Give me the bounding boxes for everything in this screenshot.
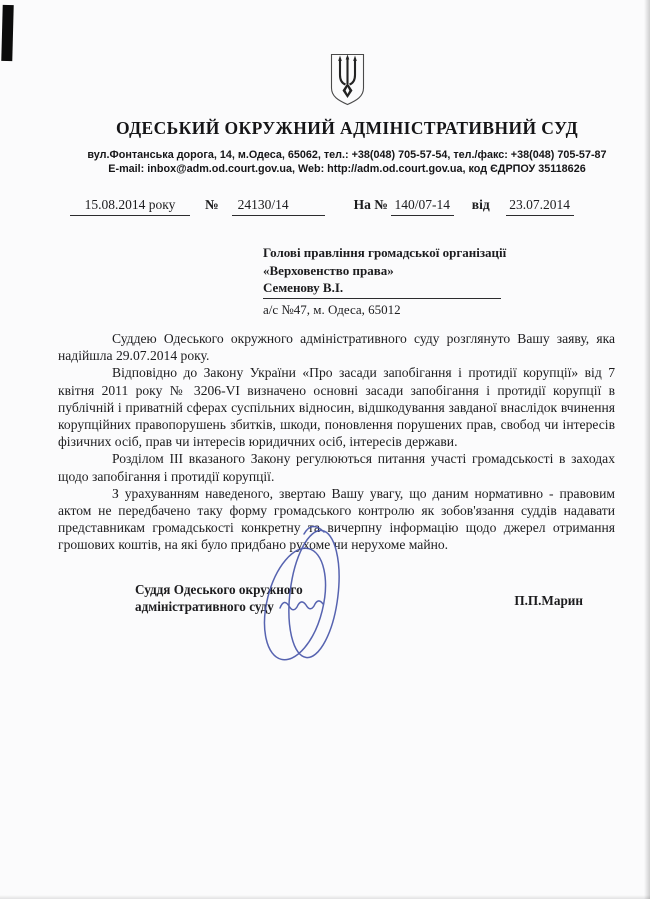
- letterhead: [0, 52, 650, 176]
- ref-number-label: №: [205, 197, 219, 212]
- ref-reply-label: На №: [353, 197, 388, 212]
- recipient-line-organization: «Верховенство права»: [263, 262, 394, 278]
- recipient-line-address: а/с №47, м. Одеса, 65012: [263, 301, 401, 317]
- recipient-line-name: Семенову В.І.: [263, 279, 501, 299]
- ref-from-label: від: [471, 197, 490, 212]
- letterhead-address-line-1: вул.Фонтанська дорога, 14, м.Одеса, 65062, тел.: +38(048) 705-57-54, тел./факс: +38(048) 705-57-87: [87, 149, 607, 161]
- ref-number-field: 24130/14: [232, 197, 325, 216]
- signature-ink-icon: [246, 518, 370, 670]
- body-paragraph: Розділом ІІІ вказаного Закону регулюються питання участі громадськості в заходах щодо запобігання і протидії корупції.: [58, 451, 615, 484]
- court-name: ОДЕСЬКИЙ ОКРУЖНИЙ АДМІНІСТРАТИВНИЙ СУД: [115, 118, 579, 138]
- reference-line: [60, 197, 620, 216]
- ref-reply-date-field: 23.07.2014: [506, 197, 574, 216]
- recipient-block: [263, 244, 523, 318]
- recipient-line-role: Голові правління громадської організації: [263, 245, 507, 260]
- ref-reply-number-field: 140/07-14: [391, 197, 454, 216]
- signer-position-line-2: адміністративного суду: [135, 599, 274, 614]
- signer-name: П.П.Марин: [514, 593, 583, 608]
- ukraine-trident-emblem-icon: [329, 52, 366, 107]
- body-paragraph: Відповідно до Закону України «Про засади запобігання і протидії корупції» від 7 квітня 2011 року № 3206-VI визначено основні засади запобігання і протидії корупції в публічній і приватній сферах суспільних відносин, відшкодування завданої внаслідок вчинення корупційних правопорушень збитків, шкоди, поновлення порушених прав, свобод чи інтересів фізичних осіб, прав чи інтересів юридичних осіб, інтересів держави.: [58, 365, 615, 450]
- signer-position-line-1: Суддя Одеського окружного: [135, 582, 303, 597]
- ref-date-field: 15.08.2014 року: [70, 197, 190, 216]
- body-paragraph: З урахуванням наведеного, звертаю Вашу увагу, що даним нормативно - правовим актом не передбачено таку форму громадського контролю як зобов'язання суддів надавати представникам громадськості конкретну та вичерпну інформацію щодо джерел отримання грошових коштів, на які було придбано рухоме чи нерухоме майно.: [58, 485, 615, 553]
- letterhead-address-line-2: E-mail: inbox@adm.od.court.gov.ua, Web: http://adm.od.court.gov.ua, код ЄДРПОУ 35118626: [108, 163, 586, 175]
- body-paragraph: Суддею Одеського окружного адміністративного суду розглянуто Вашу заяву, яка надійшла 29.07.2014 року.: [58, 331, 615, 364]
